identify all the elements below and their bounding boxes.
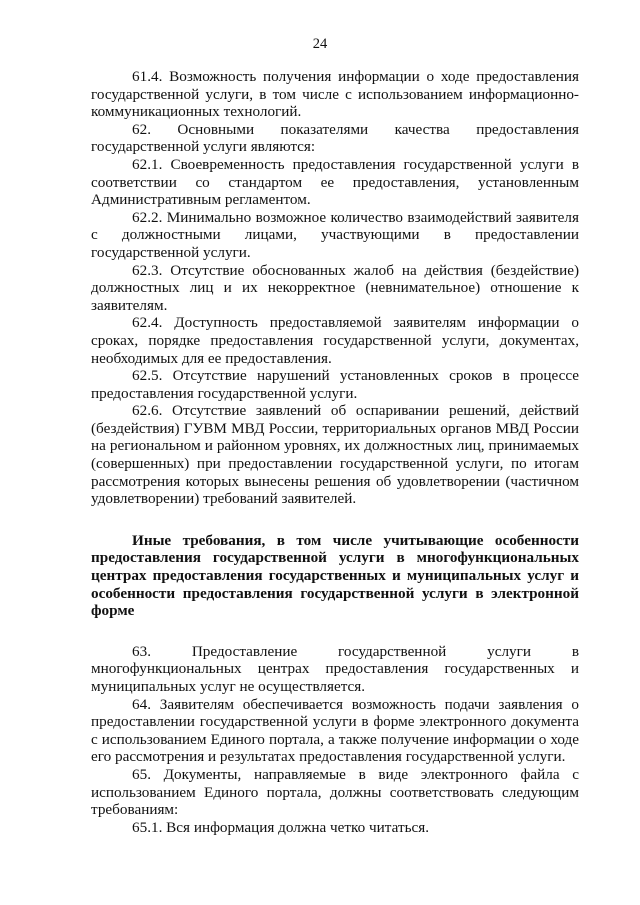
paragraph-62-4: 62.4. Доступность предоставляемой заявителям информации о сроках, порядке предоставления государственной услуги, документах, необходимых для ее предоставления. (91, 314, 579, 367)
paragraph-62-3: 62.3. Отсутствие обоснованных жалоб на действия (бездействие) должностных лиц и их некорректное (невнимательное) отношение к заявителям. (91, 261, 579, 314)
paragraph-65: 65. Документы, направляемые в виде электронного файла с использованием Единого портала, должны соответствовать следующим требованиям: (91, 765, 579, 819)
paragraph-63: 63. Предоставление государственной услуги в многофункциональных центрах предоставления государственных и муниципальных услуг не осуществляется. (91, 642, 579, 695)
paragraph-61-4: 61.4. Возможность получения информации о ходе предоставления государственной услуги, в том числе с использованием информационно-коммуникационных технологий. (91, 68, 579, 121)
paragraph-62: 62. Основными показателями качества предоставления государственной услуги являются: (91, 120, 579, 156)
paragraph-62-5: 62.5. Отсутствие нарушений установленных сроков в процессе предоставления государственной услуги. (91, 367, 579, 402)
paragraph-62-6: 62.6. Отсутствие заявлений об оспаривании решений, действий (бездействия) ГУВМ МВД России, территориальных органов МВД России на региональном и районном уровнях, их должностных лиц, принимаемых (совершенных) при предоставлении государственной услуги, по итогам рассмотрения которых вынесены решения об удовлетворении (частичном удовлетворении) требований заявителей. (91, 402, 579, 508)
section-heading: Иные требования, в том числе учитывающие особенности предоставления государственной услуги в многофункциональных центрах предоставления государственных и муниципальных услуг и особенности предоставления государственной услуги в электронной форме (91, 531, 579, 620)
paragraph-62-1: 62.1. Своевременность предоставления государственной услуги в соответствии со стандартом ее предоставления, установленным Административным регламентом. (91, 155, 579, 209)
paragraph-65-1: 65.1. Вся информация должна четко читаться. (132, 818, 430, 836)
paragraph-62-2: 62.2. Минимально возможное количество взаимодействий заявителя с должностными лицами, участвующими в предоставлении государственной услуги. (91, 208, 579, 261)
paragraph-64: 64. Заявителям обеспечивается возможность подачи заявления о предоставлении государственной услуги в форме электронного документа с использованием Единого портала, а также получение информации о ходе его рассмотрения и результатах предоставления государственной услуги. (91, 695, 579, 766)
document-body (91, 68, 579, 836)
page-number: 24 (312, 36, 328, 52)
